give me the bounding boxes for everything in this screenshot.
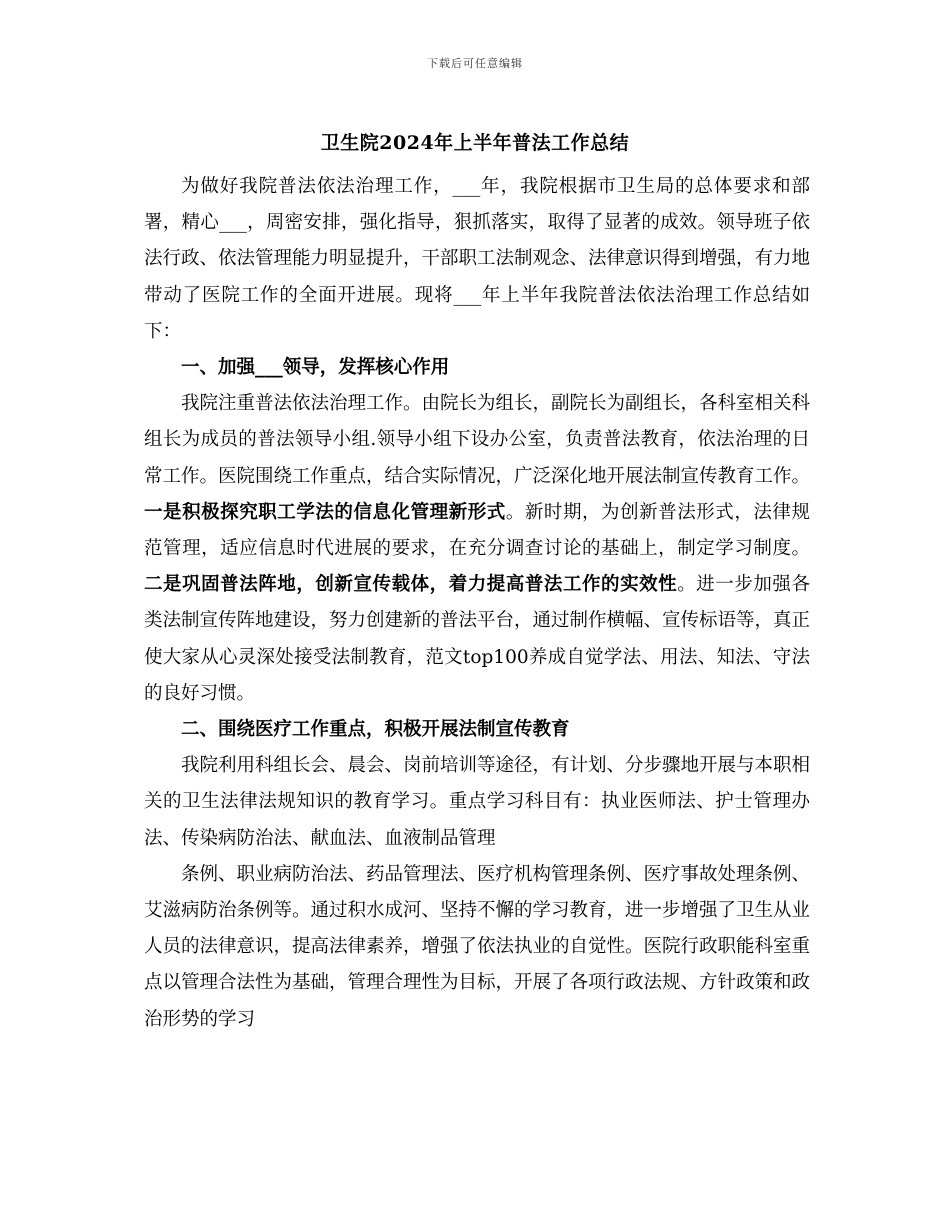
header-note: 下载后可任意编辑 [427,57,523,70]
section-1-bold-point-2: 二是巩固普法阵地，创新宣传载体，着力提高普法工作的实效性 [144,574,678,596]
section-heading-2: 二、围绕医疗工作重点，积极开展法制宣传教育 [181,719,570,741]
paragraph-section-1 [144,386,810,712]
section-1-text-b: 。新时期，为创新普法形式，法律规范管理，适应信息时代进展的要求，在充分调查讨论的基础上，制定学习制度。 [144,501,810,560]
paragraph-section-2: 我院利用科组长会、晨会、岗前培训等途径，有计划、分步骤地开展与本职相关的卫生法律法规知识的教育学习。重点学习科目有：执业医师法、护士管理办法、传染病防治法、献血法、血液制品管理 [144,755,811,849]
paragraph-section-2-continued: 条例、职业病防治法、药品管理法、医疗机构管理条例、医疗事故处理条例、艾滋病防治条例等。通过积水成河、坚持不懈的学习教育，进一步增强了卫生从业人员的法律意识，提高法律素养，增强了依法执业的自觉性。医院行政职能科室重点以管理合法性为基础，管理合理性为目标，开展了各项行政法规、方针政策和政治形势的学习 [144,863,811,1030]
document-body [144,169,810,1038]
section-1-text-c: 。进一步加强各类法制宣传阵地建设，努力创建新的普法平台，通过制作横幅、宣传标语等，真正使大家从心灵深处接受法制教育，范文top100养成自觉学法、用法、知法、守法的良好习惯。 [144,574,811,704]
section-heading-1: 一、加强___领导，发挥核心作用 [181,357,450,379]
paragraph-intro: 为做好我院普法依法治理工作，___年，我院根据市卫生局的总体要求和部署，精心___，周密安排，强化指导，狠抓落实，取得了显著的成效。领导班子依法行政、依法管理能力明显提升，干部职工法制观念、法律意识得到增强，有力地带动了医院工作的全面开进展。现将___年上半年我院普法依法治理工作总结如下： [144,176,811,342]
document-title: 卫生院2024年上半年普法工作总结 [320,132,630,154]
section-1-text-a: 我院注重普法依法治理工作。由院长为组长，副院长为副组长，各科室相关科组长为成员的普法领导小组.领导小组下设办公室，负责普法教育，依法治理的日常工作。医院围绕工作重点，结合实际情况，广泛深化地开展法制宣传教育工作。 [144,393,811,487]
section-1-bold-point-1: 一是积极探究职工学法的信息化管理新形式 [144,501,506,523]
